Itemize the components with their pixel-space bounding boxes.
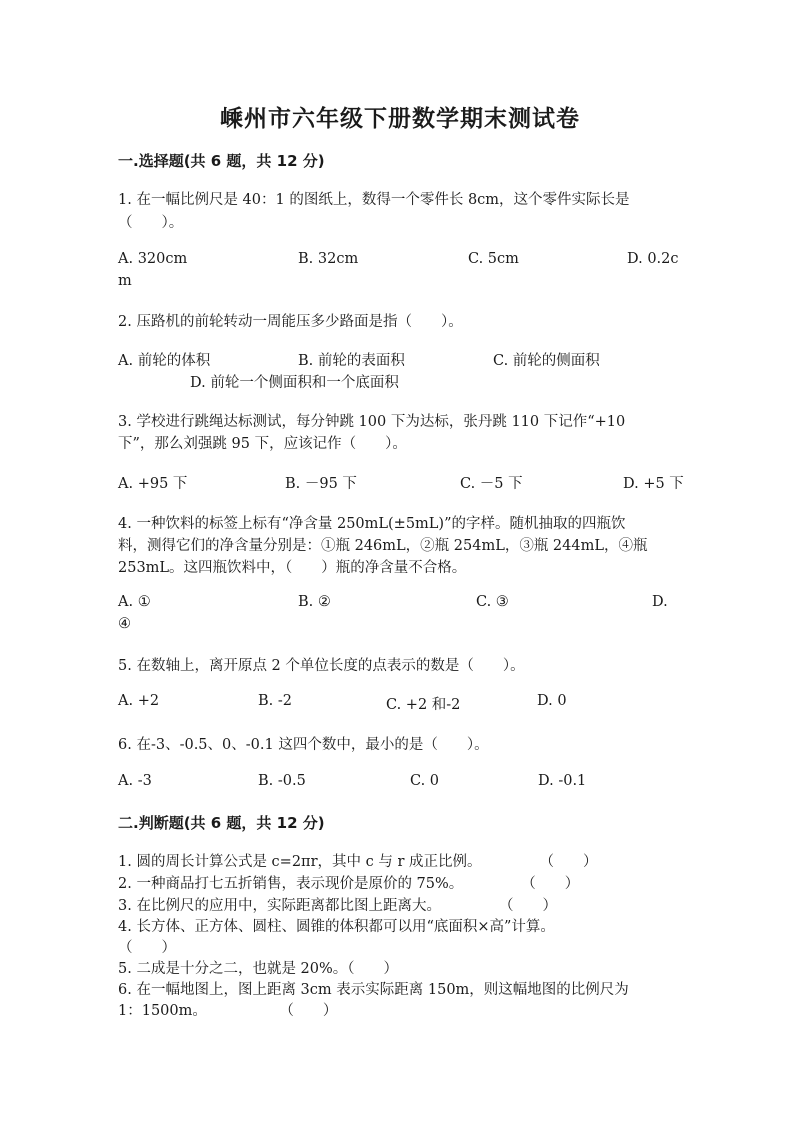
judgment-line-5: 5. 二成是十分之二，也就是 20%。（ ）: [118, 961, 399, 977]
judgment-line-4-wrap: （ ）: [118, 940, 176, 956]
question-3-option-d: D. +5 下: [623, 476, 684, 492]
question-5-option-b: B. -2: [258, 693, 292, 709]
question-2-option-a: A. 前轮的体积: [118, 353, 211, 369]
judgment-line-3: 3. 在比例尺的应用中，实际距离都比图上距离大。 （ ）: [118, 898, 557, 914]
question-1-option-b: B. 32cm: [298, 251, 359, 267]
question-2-line-1: 2. 压路机的前轮转动一周能压多少路面是指（ ）。: [118, 314, 463, 330]
judgment-line-1: 1. 圆的周长计算公式是 c=2πr，其中 c 与 r 成正比例。 （ ）: [118, 854, 598, 870]
question-4-option-a: A. ①: [118, 594, 151, 610]
question-1-line-2: （ ）。: [118, 215, 184, 231]
question-4-line-3: 253mL。这四瓶饮料中，（ ）瓶的净含量不合格。: [118, 560, 467, 576]
question-5-option-c: C. +2 和-2: [386, 697, 461, 713]
question-6-option-a: A. -3: [118, 773, 152, 789]
judgment-line-4: 4. 长方体、正方体、圆柱、圆锥的体积都可以用“底面积×高”计算。: [118, 919, 555, 935]
question-6-option-c: C. 0: [410, 773, 440, 789]
question-1-option-c: C. 5cm: [468, 251, 519, 267]
question-1-option-d-wrap: m: [118, 273, 132, 289]
question-4-option-b: B. ②: [298, 594, 331, 610]
question-3-option-c: C. －5 下: [460, 476, 523, 492]
question-3-line-2: 下”，那么刘强跳 95 下，应该记作（ ）。: [118, 436, 407, 452]
judgment-line-6: 6. 在一幅地图上，图上距离 3cm 表示实际距离 150m，则这幅地图的比例尺为: [118, 982, 629, 998]
judgment-line-6-wrap: 1：1500m。 （ ）: [118, 1003, 338, 1019]
question-5-line-1: 5. 在数轴上，离开原点 2 个单位长度的点表示的数是（ ）。: [118, 658, 525, 674]
page-title: 嵊州市六年级下册数学期末测试卷: [220, 105, 580, 132]
question-5-option-a: A. +2: [118, 693, 160, 709]
question-3-option-a: A. +95 下: [118, 476, 188, 492]
judgment-line-2: 2. 一种商品打七五折销售，表示现价是原价的 75%。 （ ）: [118, 876, 580, 892]
question-2-option-d: D. 前轮一个侧面积和一个底面积: [190, 375, 399, 391]
question-6-line-1: 6. 在-3、-0.5、0、-0.1 这四个数中，最小的是（ ）。: [118, 737, 489, 753]
question-3-option-b: B. －95 下: [285, 476, 357, 492]
question-1-option-d: D. 0.2c: [627, 251, 679, 267]
question-4-line-2: 料，测得它们的净含量分别是：①瓶 246mL，②瓶 254mL，③瓶 244mL，④瓶: [118, 538, 648, 554]
question-3-line-1: 3. 学校进行跳绳达标测试，每分钟跳 100 下为达标，张丹跳 110 下记作“+10: [118, 414, 626, 430]
section-heading-judgment: 二.判断题(共 6 题，共 12 分): [118, 814, 325, 832]
question-4-option-d-wrap: ④: [118, 616, 131, 632]
question-4-option-c: C. ③: [476, 594, 509, 610]
question-1-option-a: A. 320cm: [118, 251, 188, 267]
question-4-line-1: 4. 一种饮料的标签上标有“净含量 250mL(±5mL)”的字样。随机抽取的四瓶饮: [118, 516, 626, 532]
question-6-option-d: D. -0.1: [538, 773, 587, 789]
question-1-line-1: 1. 在一幅比例尺是 40：1 的图纸上，数得一个零件长 8cm，这个零件实际长是: [118, 192, 630, 208]
section-heading-choice: 一.选择题(共 6 题，共 12 分): [118, 152, 325, 170]
question-6-option-b: B. -0.5: [258, 773, 306, 789]
question-5-option-d: D. 0: [537, 693, 567, 709]
question-2-option-b: B. 前轮的表面积: [298, 353, 405, 369]
question-4-option-d: D.: [652, 594, 668, 610]
question-2-option-c: C. 前轮的侧面积: [493, 353, 600, 369]
